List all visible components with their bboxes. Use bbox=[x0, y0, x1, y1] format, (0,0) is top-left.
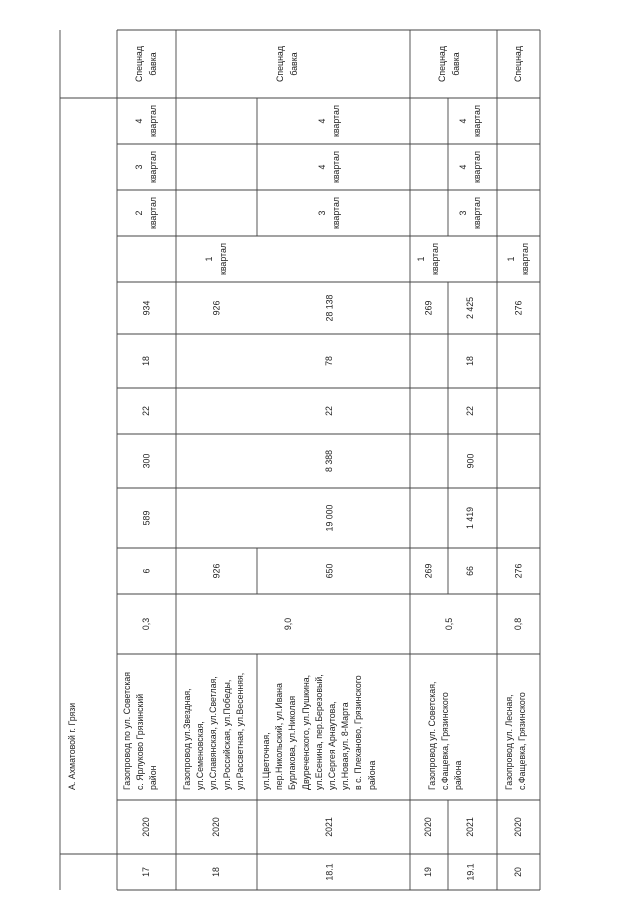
value-cell-c5: 22 bbox=[140, 406, 151, 416]
quarter-cell-q4: 4 квартал bbox=[457, 105, 482, 137]
value-cell-c7: 269 bbox=[422, 300, 433, 316]
quarter-cell-q2: 3 квартал bbox=[457, 197, 482, 229]
quarter-cell-q2: 2 квартал bbox=[133, 197, 158, 229]
row-number: 19 bbox=[422, 867, 433, 877]
value-cell-c3: 19 000 bbox=[323, 504, 334, 532]
financing-source: Спецнад бавка bbox=[436, 46, 461, 82]
row-year: 2020 bbox=[210, 817, 221, 837]
object-name: Газопровод по ул. Советская с. Ярлуково Грязинский район bbox=[122, 671, 159, 790]
object-name: ул.Цветочная, пер.Никольский, ул.Ивана Бурлакова, ул.Николая Двуреченского, ул.Пушкина, ул.Есенина, пер.Березовый, ул.Сергея Арнаутова, ул.Новая,ул. 8-Марта в с. Плеханово, Грязинского района bbox=[261, 674, 377, 790]
value-cell-c2: 6 bbox=[140, 568, 151, 574]
value-cell-c5: 22 bbox=[464, 406, 475, 416]
row-number: 19.1 bbox=[465, 863, 476, 881]
table-header-text: А. Ахматовой г. Грязи bbox=[67, 702, 77, 790]
row-number: 20 bbox=[512, 867, 523, 877]
value-cell-c1: 0,3 bbox=[141, 617, 152, 631]
quarter-cell-q4: 4 квартал bbox=[316, 105, 341, 137]
object-name: Газопровод ул.Звездная, ул.Семеновская, ул.Славянская, ул.Светлая, ул.Российская, ул.Победы, ул.Рассветная, ул.Весенняя, bbox=[182, 672, 245, 790]
quarter-cell-q4: 4 квартал bbox=[133, 105, 158, 137]
value-cell-c6: 18 bbox=[140, 356, 151, 366]
value-cell-c5: 22 bbox=[323, 406, 334, 416]
value-cell-c2: 269 bbox=[422, 563, 433, 579]
value-cell-c7: 934 bbox=[140, 300, 151, 316]
financing-source: Спецнад бавка bbox=[133, 46, 158, 82]
value-cell-c4: 300 bbox=[140, 453, 151, 469]
value-cell-c4: 900 bbox=[464, 453, 475, 469]
quarter-cell-q3: 3 квартал bbox=[133, 151, 158, 183]
value-cell-c2: 66 bbox=[464, 566, 475, 576]
value-cell-c7: 926 bbox=[210, 300, 221, 316]
value-cell-c6: 18 bbox=[464, 356, 475, 366]
value-cell-c7: 2 425 bbox=[465, 296, 476, 320]
value-cell-c1: 0,8 bbox=[513, 617, 524, 631]
value-cell-c7: 28 138 bbox=[323, 294, 334, 322]
quarter-cell-q1: 1 квартал bbox=[505, 243, 530, 275]
value-cell-c3: 589 bbox=[140, 510, 151, 526]
financing-source: Спецнад bbox=[512, 46, 523, 82]
quarter-cell-q1: 1 квартал bbox=[415, 243, 440, 275]
value-cell-c2: 276 bbox=[512, 563, 523, 579]
row-number: 18.1 bbox=[324, 863, 335, 881]
value-cell-c2: 926 bbox=[210, 563, 221, 579]
row-number: 17 bbox=[140, 867, 151, 877]
value-cell-c2: 650 bbox=[323, 563, 334, 579]
financing-source: Спецнад бавка bbox=[274, 46, 299, 82]
quarter-cell-q3: 4 квартал bbox=[316, 151, 341, 183]
row-year: 2020 bbox=[140, 817, 151, 837]
object-name: Газопровод ул. Лесная, с.Фащевка, Грязинского bbox=[504, 692, 528, 790]
value-cell-c7: 276 bbox=[512, 300, 523, 316]
value-cell-c6: 78 bbox=[323, 356, 334, 366]
row-year: 2021 bbox=[464, 817, 475, 837]
row-number: 18 bbox=[210, 867, 221, 877]
quarter-cell-q1: 1 квартал bbox=[203, 243, 228, 275]
quarter-cell-q3: 4 квартал bbox=[457, 151, 482, 183]
merged-value-cell: 9,0 bbox=[283, 617, 294, 631]
merged-value-cell: 0,5 bbox=[444, 617, 455, 631]
row-year: 2021 bbox=[323, 817, 334, 837]
value-cell-c3: 1 419 bbox=[465, 506, 476, 530]
quarter-cell-q2: 3 квартал bbox=[316, 197, 341, 229]
row-year: 2020 bbox=[512, 817, 523, 837]
row-year: 2020 bbox=[422, 817, 433, 837]
object-name: Газопровод ул. Советская, с.Фащевка, Грязинского района bbox=[427, 681, 464, 790]
value-cell-c4: 8 388 bbox=[324, 449, 335, 473]
